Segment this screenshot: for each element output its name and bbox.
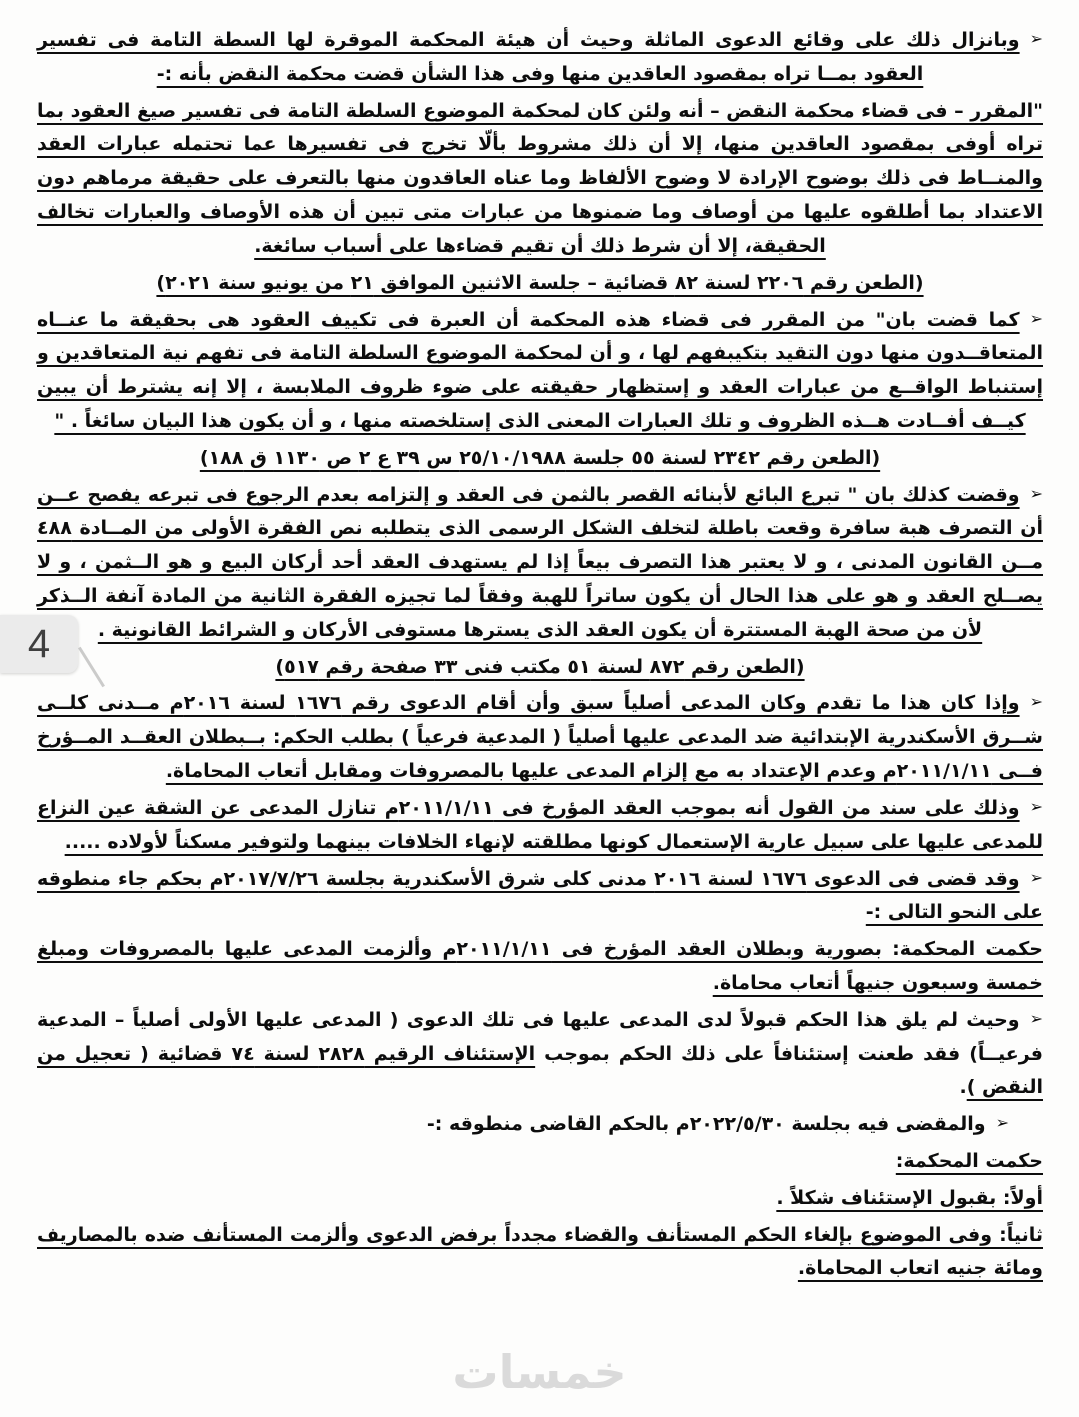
arrow-bullet-icon: ➢ [1029, 483, 1043, 503]
paragraph-text: والمقضى فيه بجلسة ٢٠٢٢/٥/٣٠م بالحكم القاضى منطوقه :- [426, 1113, 986, 1136]
arrow-bullet-icon: ➢ [1029, 796, 1043, 816]
paragraph-text: حكمت المحكمة: بصورية وبطلان العقد المؤرخ فى ٢٠١١/١/١١م وألزمت المدعى عليها بالمصروفات ومبلغ خمسة وسبعون جنيهاً أتعاب محاماة. [37, 938, 1043, 994]
paragraph-text: . [959, 1076, 967, 1099]
paragraph-text: وبانزال ذلك على وقائع الدعوى الماثلة وحيث أن هيئة المحكمة الموقرة لها السطة التامة فى تفسير العقود بمــا تراه بمقصود العاقدين منها وفى هذا الشأن قضت محكمة النقض بأنه :- [37, 29, 1020, 85]
paragraph-text: "المقرر – فى قضاء محكمة النقض – أنه ولئن كان لمحكمة الموضوع السلطة التامة فى تفسير صيغ العقود بما تراه أوفى بمقصود العاقدين منها، إلا أن ذلك مشروط بألّا تخرج فى تفسيرها عما تحتمله عبارات العقد والمنــاط فى ذلك بوضوح الإرادة لا وضوح الألفاظ وما عناه العاقدون منها بالتعرف على حقيقة مرماهم دون الاعتداد بما أطلقوه عليها من أوصاف وما ضمنوها من عبارات متى تبين أن هذه الأوصاف والعبارات تخالف الحقيقة، إلا أن شرط ذلك أن تقيم قضاءها على أسباب سائغة. [37, 99, 1043, 257]
page-number: 4 [27, 621, 51, 666]
heading-court-ruled [37, 1145, 1043, 1179]
arrow-bullet-icon: ➢ [1029, 692, 1043, 712]
paragraph-text: وإذا كان هذا ما تقدم وكان المدعى أصلياً سبق وأن أقام الدعوى رقم ١٦٧٦ لسنة ٢٠١٦م مــدنى كلــى شــرق الأسكندرية الإبتدائية ضد المدعى عليها أصلياً ( المدعية فرعياً ) بطلب الحكم: بــبطلان العقــد المــؤرخ فــى ٢٠١١/١/١١م وعدم الإعتداد به مع إلزام المدعى عليها بالمصروفات ومقابل أتعاب المحاماة. [37, 692, 1043, 783]
paragraph-text-underlined: الإستئناف الرقيم ٢٨٢٨ لسنة ٧٤ قضائية ( تعجيل من النقض ) [37, 1042, 1043, 1099]
paragraph-quote-cassation-3 [37, 479, 1043, 648]
paragraph-appeal-filed [37, 1004, 1043, 1105]
watermark: خمسات [452, 1345, 627, 1399]
paragraph-text: أولاً: بقبول الإستئناف شكلاً . [776, 1186, 1043, 1209]
arrow-bullet-icon: ➢ [1029, 308, 1043, 328]
paragraph-appeal-session [37, 1108, 1043, 1142]
citation-text: (الطعن رقم ٢٣٤٢ لسنة ٥٥ جلسة ٢٥/١٠/١٩٨٨ س ٣٩ ع ٢ ص ١١٣٠ ق ١٨٨) [199, 446, 881, 469]
paragraph-quote-cassation-2 [37, 304, 1043, 439]
paragraph-judgment-intro [37, 863, 1043, 931]
document-body [37, 24, 1043, 1289]
paragraph-intro [37, 24, 1043, 92]
paragraph-case-1676-filing [37, 687, 1043, 788]
arrow-bullet-icon: ➢ [1029, 1008, 1043, 1028]
paragraph-ruling-second [37, 1219, 1043, 1287]
arrow-bullet-icon: ➢ [1029, 867, 1043, 887]
heading-text: حكمت المحكمة: [895, 1150, 1043, 1172]
citation-appeal-2206 [37, 267, 1043, 301]
page-number-tab [0, 615, 78, 673]
paragraph-text: وقضت كذلك بان " تبرع البائع لأبنائه القصر بالثمن فى العقد و إلتزامه بعدم الرجوع فى تبرعه يفصح عــن أن التصرف هبة سافرة وقعت باطلة لتخلف الشكل الرسمى الذى يتطلبه نص الفقرة الأولى من المــادة ٤٨٨ مــن القانون المدنى ، و لا يعتبر هذا التصرف بيعاً إذا لم يستهدف العقد أحد أركان البيع و هو الــثمن ، و لا يصــلح العقد و هو على هذا الحال أن يكون ساتراً للهبة وفقاً لما تجيزه الفقرة الثانية من المادة آنفة الــذكر لأن من صحة الهبة المستترة أن يكون العقد الذى يسترها مستوفى الأركان و الشرائط القانونية . [37, 483, 1043, 641]
citation-text: (الطعن رقم ٨٧٢ لسنة ٥١ مكتب فنى ٣٣ صفحة رقم ٥١٧) [275, 655, 805, 678]
paragraph-text: كما قضت بان" من المقرر فى قضاء هذه المحكمة أن العبرة فى تكييف العقود هى بحقيقة ما عنــاه المتعاقــدون منها دون التقيد بتكيبفهم لها ، و أن لمحكمة الموضوع السلطة التامة فى تفهم نية المتعاقدين و إستنباط الواقــع من عبارات العقد و إستظهار حقيقته على ضوء ظروف الملابسة ، إلا إنه يشترط أن يبين كيــف أفــادت هــذه الظروف و تلك العبارات المعنى الذى إستلخصته منها ، و أن يكون هذا البيان سائغاً . " [37, 308, 1043, 432]
arrow-bullet-icon: ➢ [1029, 29, 1043, 48]
paragraph-text: وقد قضى فى الدعوى ١٦٧٦ لسنة ٢٠١٦ مدنى كلى شرق الأسكندرية بجلسة ٢٠١٧/٧/٢٦م بحكم جاء منطوقه على النحو التالى :- [37, 867, 1043, 924]
paragraph-quote-cassation-1 [37, 95, 1043, 264]
paragraph-text: ثانياً: وفى الموضوع بإلغاء الحكم المستأنف والقضاء مجدداً برفض الدعوى وألزمت المستأنف ضده بالمصاريف ومائة جنيه اتعاب المحاماة. [37, 1223, 1043, 1280]
paragraph-text: وحيث لم يلق هذا الحكم قبولاً لدى المدعى عليها فى تلك الدعوى ( المدعى عليها الأولى أصلياً – المدعية فرعيــاً) فقد طعنت إستئنافاً على ذلك الحكم بموجب [37, 1008, 1043, 1065]
paragraph-claim-grounds [37, 792, 1043, 860]
citation-appeal-872 [37, 651, 1043, 685]
paragraph-text: وذلك على سند من القول أنه بموجب العقد المؤرخ فى ٢٠١١/١/١١م تنازل المدعى عن الشقة عين النزاع للمدعى عليها على سبيل عارية الإستعمال كونها مطلقته لإنهاء الخلافات بينهما ولتوفير مسكناً لأولاده ..... [37, 796, 1043, 853]
citation-text: (الطعن رقم ٢٢٠٦ لسنة ٨٢ قضائية – جلسة الاثنين الموافق ٢١ من يونيو سنة ٢٠٢١) [156, 271, 924, 294]
arrow-bullet-icon: ➢ [995, 1113, 1009, 1133]
paragraph-ruling-first [37, 1182, 1043, 1216]
citation-appeal-2342 [37, 442, 1043, 476]
paragraph-court-ruling-1 [37, 933, 1043, 1001]
